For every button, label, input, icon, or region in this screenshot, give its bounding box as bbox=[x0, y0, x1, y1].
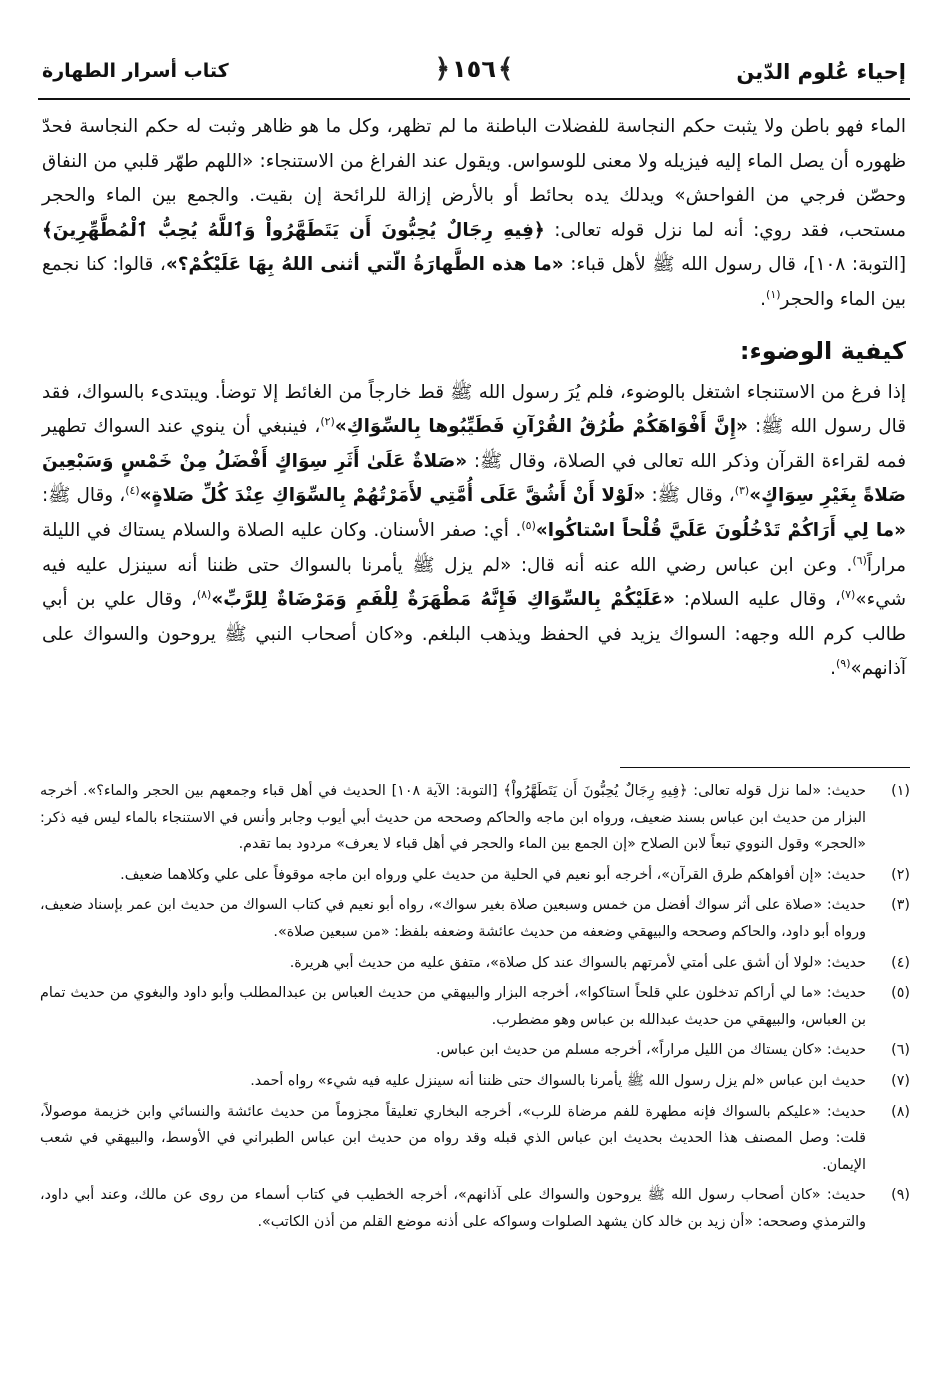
footnote-ref[interactable]: (٦) bbox=[852, 553, 867, 567]
footnote bbox=[40, 980, 910, 1033]
text-segment: ، فينبغي أن ينوي عند السواك تطهير فمه لقراءة القرآن وذكر الله تعالى في الصلاة، وقال ﷺ: bbox=[42, 416, 907, 472]
footnote-ref[interactable]: (٩) bbox=[835, 657, 851, 671]
hadith-quote: «عَلَيْكُمْ بِالسِّوَاكِ فَإِنَّهُ مَطْهَرَةٌ لِلْفَمِ وَمَرْضَاةٌ لِلرَّبِّ» bbox=[211, 589, 675, 611]
footnote bbox=[40, 950, 910, 977]
text-segment: [التوبة: ١٠٨]، قال رسول الله ﷺ لأهل قباء: bbox=[570, 254, 906, 276]
text-segment: . bbox=[830, 658, 836, 680]
footnote-ref[interactable]: (٤) bbox=[125, 484, 140, 498]
paragraph-1 bbox=[42, 110, 906, 318]
footnote bbox=[40, 1068, 910, 1095]
text-segment: ، وقال ﷺ: bbox=[42, 485, 126, 507]
footnote-number: (٨) bbox=[891, 1103, 910, 1120]
footnote bbox=[40, 1099, 910, 1179]
text-segment: . bbox=[760, 288, 767, 310]
footnote bbox=[40, 1037, 910, 1064]
page-header bbox=[38, 52, 910, 100]
footnote-text: حديث: «عليكم بالسواك فإنه مطهرة للفم مرضاة للرب»، أخرجه البخاري تعليقاً مجزوماً من حديث عائشة والنسائي وابن خزيمة موصولاً، قلت: وصل المصنف هذا الحديث بحديث ابن عباس الذي قبله وقد رواه من حديث ابن عباس الطبراني في الأوسط، والبيهقي في شعب الإيمان. bbox=[40, 1103, 866, 1173]
footnote bbox=[40, 1182, 910, 1235]
footnote bbox=[40, 892, 910, 945]
hadith-quote: «صَلاةٌ عَلَىٰ أَثَرِ سِوَاكٍ أَفْضَلُ مِنْ خَمْسٍ وَسَبْعِينَ صَلاةً بِغَيْرِ سِوَاكٍ» bbox=[42, 450, 906, 507]
footnote-text: حديث: «كان يستاك من الليل مراراً»، أخرجه مسلم من حديث ابن عباس. bbox=[435, 1042, 866, 1059]
hadith-quote: «لَوْلا أَنْ أَشُقَّ عَلَى أُمَّتِي لأَمَرْتُهُمْ بِالسِّوَاكِ عِنْدَ كُلِّ صَلاةٍ» bbox=[139, 485, 646, 507]
footnote-text: حديث: «كان أصحاب رسول الله ﷺ يروحون والسواك على آذانهم»، أخرجه الخطيب في كتاب أسماء من روى عن مالك، وعند أبي داود، والترمذي وصححه: «أن زيد بن خالد كان يشهد الصلوات وسواكه على أذنه موضع القلم من أذن الكاتب». bbox=[40, 1187, 866, 1230]
footnote-divider bbox=[620, 767, 910, 768]
footnote-number: (٣) bbox=[891, 897, 910, 914]
footnote bbox=[40, 778, 910, 858]
footnote-number: (٦) bbox=[891, 1042, 910, 1059]
text-segment: ، وقال علي بن أبي طالب كرم الله وجهه: السواك يزيد في الحفظ ويذهب البلغم. و«كان أصحاب النبي ﷺ يروحون والسواك على آذانهم» bbox=[42, 589, 906, 680]
subheading: كيفية الوضوء: bbox=[739, 336, 906, 365]
page-number: ١٥٦ bbox=[452, 55, 496, 83]
text-segment: . أي: صفر الأسنان. وكان عليه الصلاة والسلام يستاك في الليلة مراراً bbox=[42, 519, 906, 576]
text-segment: ، قالوا: كنا نجمع بين الماء والحجر bbox=[42, 254, 906, 310]
page-number-block bbox=[433, 54, 515, 84]
text-segment: الماء فهو باطن ولا يثبت حكم النجاسة للفضلات الباطنة ما لم تظهر، وكل ما هو ظاهر وثبت له حكم النجاسة فحدّ ظهوره أن يصل الماء إليه فيزيله ولا معنى للوسواس. ويقول عند الفراغ من الاستنجاء: «اللهم طهّر قلبي من النفاق وحصّن فرجي من الفواحش» ويدلك يده بحائط أو بالأرض إزالة للرائحة إن بقيت. والجمع بين الماء والحجر مستحب، فقد روي: أنه لما نزل قوله تعالى: bbox=[42, 116, 906, 241]
text-segment: ، وقال ﷺ: bbox=[651, 485, 735, 507]
main-text bbox=[42, 110, 906, 687]
book-title: إحياء عُلوم الدّين bbox=[736, 60, 906, 84]
footnote-text: حديث: «ما لي أراكم تدخلون علي قلحاً استاكوا»، أخرجه البزار والبيهقي من حديث العباس بن عبدالمطلب وأبو داود والبغوي من حديث تمام بن العباس، والبيهقي من حديث عبدالله بن عباس وهو مضطرب. bbox=[40, 985, 866, 1028]
paragraph-2 bbox=[42, 376, 906, 687]
footnote-text: حديث: «صلاة على أثر سواك أفضل من خمس وسبعين صلاة بغير سواك»، رواه أبو نعيم في كتاب السواك من حديث ابن عمر بإسناد ضعيف، ورواه أبو داود، والحاكم وصححه والبيهقي وضعفه من حديث عائشة وضعفه بلفظ: «من سبعين صلاة». bbox=[40, 897, 866, 940]
footnote-number: (٥) bbox=[891, 985, 910, 1002]
hadith-quote: «ما هذه الطَّهارَةُ الّتي أثنى اللهُ بِهَا عَلَيْكُمْ؟» bbox=[165, 254, 564, 276]
ornament-right-icon: ﴾ bbox=[497, 54, 514, 84]
footnote-number: (٧) bbox=[891, 1072, 910, 1089]
footnote bbox=[40, 862, 910, 889]
section-title: كتاب أسرار الطهارة bbox=[42, 60, 229, 82]
footnote-ref[interactable]: (٢) bbox=[320, 415, 335, 429]
footnote-ref[interactable]: (٣) bbox=[734, 484, 750, 498]
quran-quote: ﴿فِيهِ رِجَالٌ يُحِبُّونَ أَن يَتَطَهَّرُواْ وَٱللَّهُ يُحِبُّ ٱلْمُطَّهِّرِينَ﴾ bbox=[42, 219, 545, 241]
footnote-text: حديث: «إن أفواهكم طرق القرآن»، أخرجه أبو نعيم في الحلية من حديث علي ورواه ابن ماجه موقوفاً على علي وكلاهما ضعيف. bbox=[120, 866, 866, 883]
footnote-number: (١) bbox=[891, 783, 910, 799]
footnote-ref[interactable]: (١) bbox=[766, 287, 781, 301]
text-segment: ، وقال عليه السلام: bbox=[683, 589, 841, 611]
footnote-text: حديث: «لولا أن أشق على أمتي لأمرتهم بالسواك عند كل صلاة»، متفق عليه من حديث أبي هريرة. bbox=[289, 954, 866, 971]
footnote-number: (٢) bbox=[891, 866, 910, 883]
footnotes-list bbox=[40, 778, 910, 1240]
hadith-quote: «إِنَّ أَفْوَاهَكُمْ طُرُقُ القُرْآنِ فَطَيِّبُوها بِالسِّوَاكِ» bbox=[334, 416, 748, 438]
text-segment: . وعن ابن عباس رضي الله عنه أنه قال: «لم يزل ﷺ يأمرنا بالسواك حتى ظننا أنه سينزل عليه فيه شيء» bbox=[42, 554, 906, 611]
footnote-text: حديث: «لما نزل قوله تعالى: ﴿فِيهِ رِجَالٌ يُحِبُّونَ أَن يَتَطَهَّرُواْ﴾ [التوبة: الآية ١٠٨] الحديث في أهل قباء وجمعهم بين الحجر والماء؟». أخرجه البزار من حديث ابن عباس بسند ضعيف، ورواه ابن ماجه والحاكم وصححه من حديث أبي أيوب وجابر وأنس في الاستنجاء بالماء ليس فيه ذكر: «الحجر» وقول النووي تبعاً لابن الصلاح «إن الجمع بين الماء والحجر في أهل قباء لا يعرف» مردود بما تقدم. bbox=[40, 783, 866, 853]
footnote-ref[interactable]: (٨) bbox=[196, 588, 212, 601]
footnote-ref[interactable]: (٧) bbox=[840, 588, 856, 601]
footnote-ref[interactable]: (٥) bbox=[521, 518, 536, 532]
footnote-number: (٩) bbox=[891, 1187, 910, 1204]
hadith-quote: «ما لِي أَرَاكُمْ تَدْخُلُونَ عَلَيَّ قُلْحاً اسْتاكُوا» bbox=[535, 519, 906, 541]
ornament-left-icon: ﴿ bbox=[434, 54, 451, 84]
footnote-number: (٤) bbox=[891, 954, 910, 971]
footnote-text: حديث ابن عباس «لم يزل رسول الله ﷺ يأمرنا بالسواك حتى ظننا أنه سينزل عليه فيه شيء» رواه أحمد. bbox=[250, 1072, 866, 1089]
text-segment: إذا فرغ من الاستنجاء اشتغل بالوضوء، فلم يُرَ رسول الله ﷺ قط خارجاً من الغائط إلا توضأ. ويبتدىء بالسواك، فقد قال رسول الله ﷺ: bbox=[42, 381, 906, 438]
